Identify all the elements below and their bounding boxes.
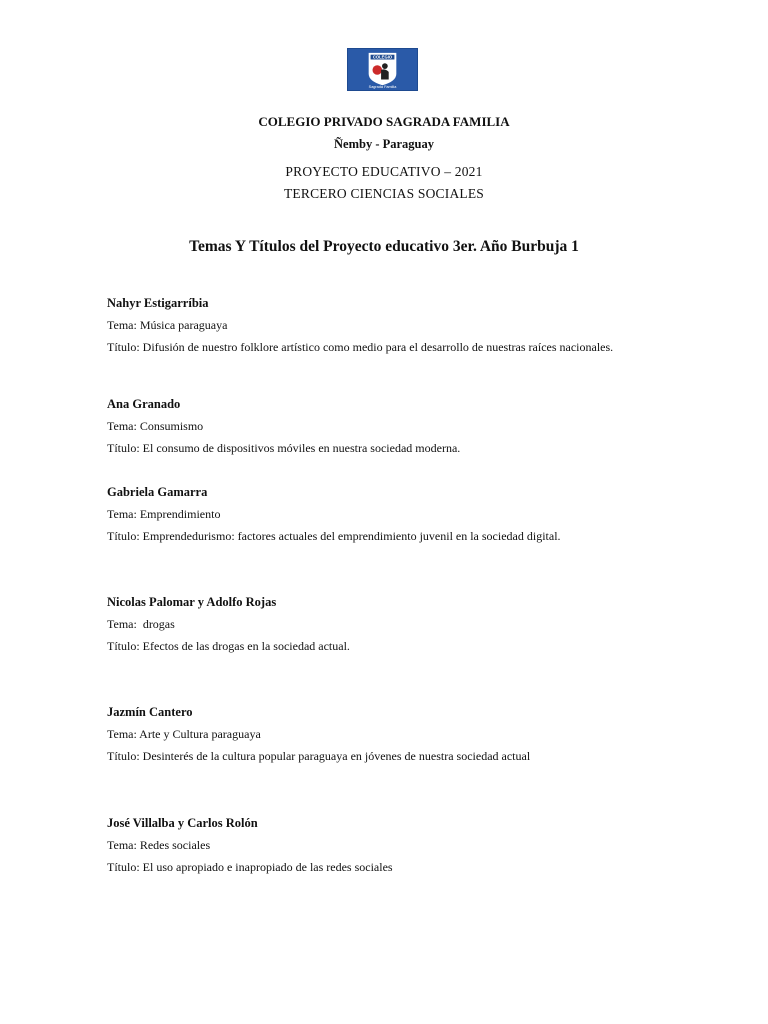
project-entry	[107, 295, 667, 354]
student-name: Ana Granado	[107, 397, 181, 411]
entry-tema: Tema: Consumismo	[107, 419, 204, 433]
school-logo-emblem-icon	[348, 49, 417, 90]
entry-tema: Tema: Emprendimiento	[107, 507, 221, 521]
project-entry	[107, 815, 667, 874]
student-name: Nicolas Palomar y Adolfo Rojas	[107, 595, 277, 609]
project-entry	[107, 594, 667, 653]
school-name: COLEGIO PRIVADO SAGRADA FAMILIA	[258, 114, 510, 129]
student-name: Gabriela Gamarra	[107, 485, 208, 499]
school-city: Ñemby - Paraguay	[334, 137, 434, 151]
entry-titulo: Título: Difusión de nuestro folklore artístico como medio para el desarrollo de nuestras raíces nacionales.	[107, 340, 614, 354]
entry-titulo: Título: El consumo de dispositivos móviles en nuestra sociedad moderna.	[107, 441, 461, 455]
project-entry	[107, 704, 667, 763]
logo-text-bottom: Sagrada Familia	[368, 85, 397, 90]
student-name: Jazmín Cantero	[107, 705, 193, 719]
entry-tema: Tema: drogas	[107, 617, 175, 631]
entry-tema: Tema: Redes sociales	[107, 838, 211, 852]
student-name: Nahyr Estigarríbia	[107, 296, 209, 310]
entry-titulo: Título: Efectos de las drogas en la sociedad actual.	[107, 639, 350, 653]
entry-titulo: Título: Emprendedurismo: factores actuales del emprendimiento juvenil en la sociedad digital.	[107, 529, 561, 543]
document-title: Temas Y Títulos del Proyecto educativo 3er. Año Burbuja 1	[189, 238, 579, 255]
project-entry	[107, 396, 667, 455]
student-name: José Villalba y Carlos Rolón	[107, 816, 258, 830]
entry-tema: Tema: Música paraguaya	[107, 318, 228, 332]
logo-text-top: COLEGIO	[372, 54, 393, 60]
course-heading: TERCERO CIENCIAS SOCIALES	[283, 186, 484, 201]
entry-titulo: Título: El uso apropiado e inapropiado de las redes sociales	[107, 860, 393, 874]
project-heading: PROYECTO EDUCATIVO – 2021	[285, 164, 483, 179]
project-entry	[107, 484, 667, 543]
entry-titulo: Título: Desinterés de la cultura popular paraguaya en jóvenes de nuestra sociedad actual	[107, 749, 531, 763]
school-logo	[347, 48, 418, 91]
entry-tema: Tema: Arte y Cultura paraguaya	[107, 727, 261, 741]
